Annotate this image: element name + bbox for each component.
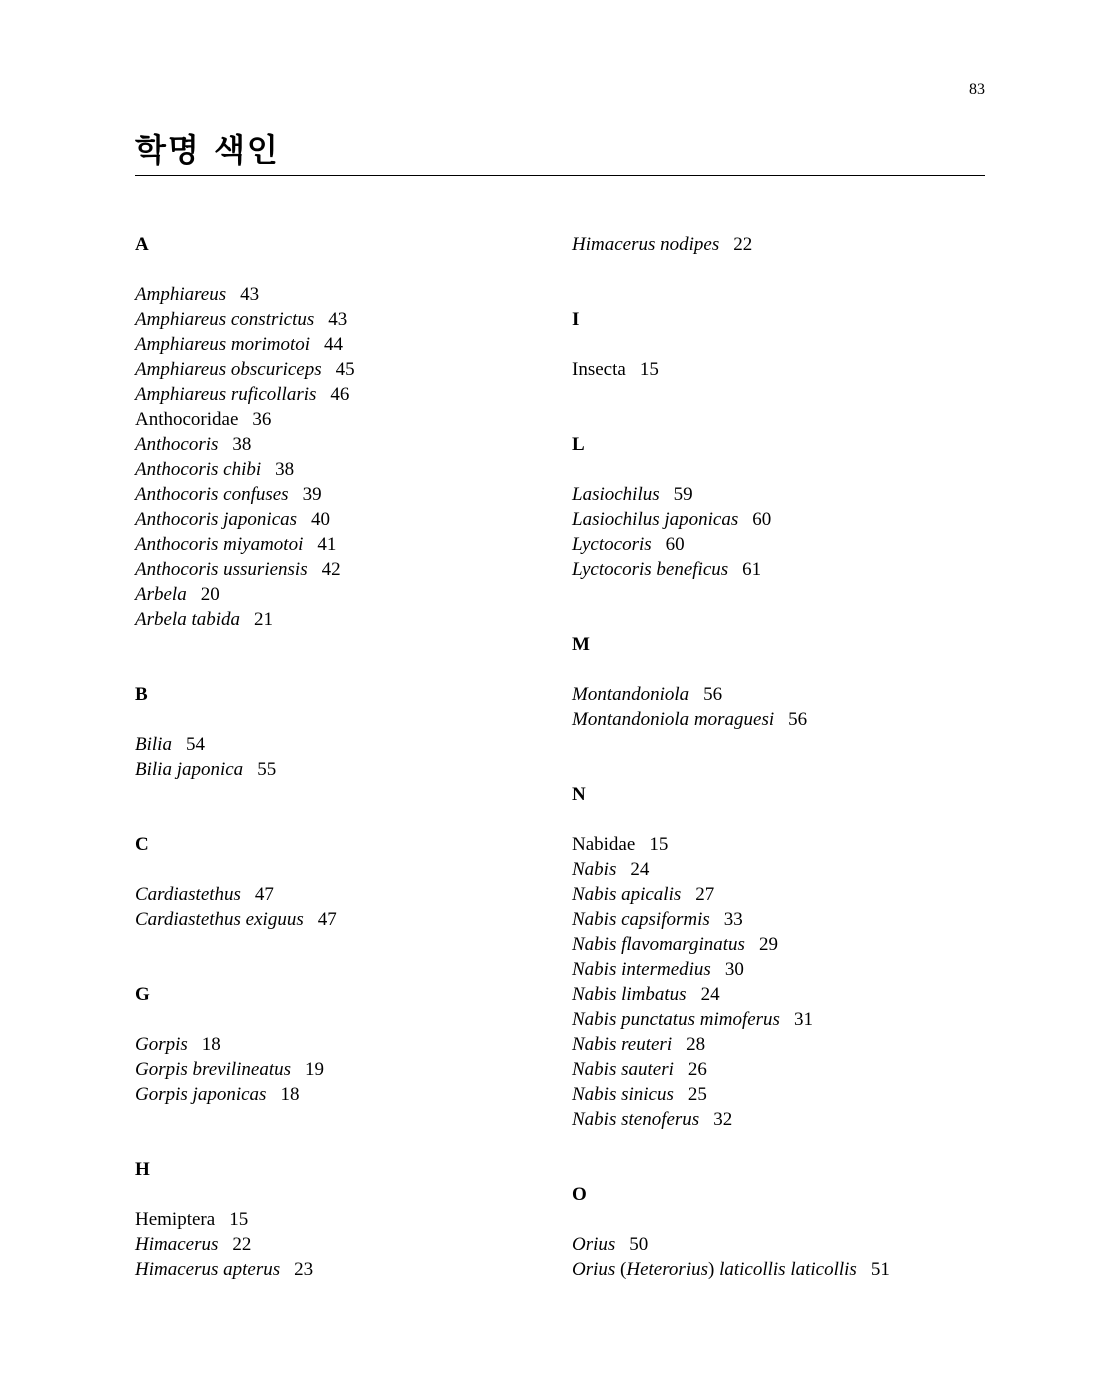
entry-term: Orius bbox=[572, 1234, 616, 1255]
entry-page-number: 42 bbox=[321, 559, 341, 580]
entry-term: Bilia japonica bbox=[135, 759, 244, 780]
section-gap bbox=[135, 782, 555, 832]
entry-term: Heterorius bbox=[626, 1259, 708, 1280]
entry-term: Montandoniola moraguesi bbox=[572, 709, 775, 730]
section-gap bbox=[135, 632, 555, 682]
index-entry bbox=[135, 1082, 555, 1107]
letter-heading: M bbox=[572, 634, 590, 655]
heading-gap bbox=[135, 857, 555, 882]
entry-term: Gorpis brevilineatus bbox=[135, 1059, 292, 1080]
entry-page-number: 28 bbox=[686, 1034, 706, 1055]
heading-gap bbox=[135, 1007, 555, 1032]
entry-term: Nabis stenoferus bbox=[572, 1109, 700, 1130]
index-entry bbox=[135, 907, 555, 932]
index-entry bbox=[572, 357, 992, 382]
entry-term: Himacerus apterus bbox=[135, 1259, 281, 1280]
entry-term: Anthocoris chibi bbox=[135, 459, 262, 480]
index-entry bbox=[135, 557, 555, 582]
entry-term: Lyctocoris bbox=[572, 534, 652, 555]
section-gap bbox=[135, 1107, 555, 1157]
entry-term: ) bbox=[708, 1259, 720, 1280]
index-entry bbox=[135, 482, 555, 507]
index-entry bbox=[572, 232, 992, 257]
index-entry bbox=[135, 457, 555, 482]
index-entry bbox=[135, 407, 555, 432]
index-entry bbox=[572, 857, 992, 882]
index-section-g bbox=[135, 982, 555, 1107]
index-section-m bbox=[572, 632, 992, 732]
index-section-continued bbox=[572, 232, 992, 257]
entry-page-number: 18 bbox=[280, 1084, 300, 1105]
entry-term: Nabis bbox=[572, 859, 617, 880]
index-entry bbox=[135, 732, 555, 757]
index-entry bbox=[572, 907, 992, 932]
index-column-right bbox=[572, 232, 992, 1282]
entry-page-number: 15 bbox=[639, 359, 659, 380]
letter-heading: I bbox=[572, 309, 580, 330]
entry-page-number: 43 bbox=[328, 309, 348, 330]
entry-term: Hemiptera bbox=[135, 1209, 216, 1230]
heading-gap bbox=[572, 657, 992, 682]
entry-page-number: 18 bbox=[201, 1034, 221, 1055]
entry-page-number: 43 bbox=[240, 284, 260, 305]
index-section-b bbox=[135, 682, 555, 782]
index-entry bbox=[572, 832, 992, 857]
entry-term: Himacerus bbox=[135, 1234, 219, 1255]
index-entry bbox=[135, 507, 555, 532]
letter-heading: C bbox=[135, 834, 149, 855]
index-entry bbox=[572, 1257, 992, 1282]
entry-term: Amphiareus ruficollaris bbox=[135, 384, 317, 405]
entry-term: Cardiastethus bbox=[135, 884, 241, 905]
index-entry bbox=[135, 532, 555, 557]
entry-page-number: 56 bbox=[788, 709, 808, 730]
index-section-o bbox=[572, 1182, 992, 1282]
entry-page-number: 46 bbox=[330, 384, 350, 405]
entry-term: Nabis sauteri bbox=[572, 1059, 674, 1080]
index-entry bbox=[135, 357, 555, 382]
entry-term: Anthocoris ussuriensis bbox=[135, 559, 308, 580]
title-rule bbox=[135, 175, 985, 176]
entry-page-number: 59 bbox=[673, 484, 693, 505]
entry-term: Arbela bbox=[135, 584, 187, 605]
index-entry bbox=[572, 682, 992, 707]
entry-page-number: 56 bbox=[703, 684, 723, 705]
heading-gap bbox=[135, 257, 555, 282]
entry-page-number: 39 bbox=[302, 484, 322, 505]
index-entry bbox=[572, 557, 992, 582]
entry-term: Nabis sinicus bbox=[572, 1084, 674, 1105]
page-number: 83 bbox=[969, 81, 985, 98]
section-gap bbox=[572, 382, 992, 432]
entry-term: Lyctocoris beneficus bbox=[572, 559, 729, 580]
letter-heading: O bbox=[572, 1184, 587, 1205]
index-entry bbox=[572, 957, 992, 982]
entry-page-number: 31 bbox=[793, 1009, 813, 1030]
entry-page-number: 24 bbox=[630, 859, 650, 880]
entry-term: Montandoniola bbox=[572, 684, 690, 705]
index-section-i bbox=[572, 307, 992, 382]
heading-gap bbox=[135, 1182, 555, 1207]
index-section-n bbox=[572, 782, 992, 1132]
index-section-h bbox=[135, 1157, 555, 1282]
entry-term: Nabis intermedius bbox=[572, 959, 711, 980]
letter-heading: H bbox=[135, 1159, 150, 1180]
entry-term: Anthocoridae bbox=[135, 409, 239, 430]
index-entry bbox=[135, 1257, 555, 1282]
index-entry bbox=[572, 1032, 992, 1057]
index-entry bbox=[135, 1207, 555, 1232]
letter-heading: G bbox=[135, 984, 150, 1005]
entry-page-number: 32 bbox=[713, 1109, 733, 1130]
entry-term: Orius bbox=[572, 1259, 616, 1280]
entry-page-number: 55 bbox=[257, 759, 277, 780]
index-entry bbox=[135, 282, 555, 307]
entry-page-number: 36 bbox=[252, 409, 272, 430]
entry-term: Cardiastethus exiguus bbox=[135, 909, 304, 930]
entry-page-number: 30 bbox=[724, 959, 744, 980]
section-gap bbox=[572, 582, 992, 632]
index-entry bbox=[572, 482, 992, 507]
entry-term: Nabis reuteri bbox=[572, 1034, 673, 1055]
entry-page-number: 29 bbox=[758, 934, 778, 955]
index-entry bbox=[135, 432, 555, 457]
index-entry bbox=[572, 882, 992, 907]
index-entry bbox=[572, 532, 992, 557]
entry-term: laticollis laticollis bbox=[719, 1259, 857, 1280]
entry-term: Lasiochilus japonicas bbox=[572, 509, 739, 530]
index-entry bbox=[572, 982, 992, 1007]
section-gap bbox=[135, 932, 555, 982]
section-gap bbox=[572, 1132, 992, 1182]
index-section-c bbox=[135, 832, 555, 932]
index-entry bbox=[135, 1232, 555, 1257]
entry-term: Nabidae bbox=[572, 834, 636, 855]
entry-term: Anthocoris japonicas bbox=[135, 509, 298, 530]
heading-gap bbox=[572, 332, 992, 357]
index-entry bbox=[135, 332, 555, 357]
entry-term: Insecta bbox=[572, 359, 626, 380]
index-entry bbox=[135, 882, 555, 907]
entry-page-number: 41 bbox=[317, 534, 337, 555]
entry-page-number: 44 bbox=[324, 334, 344, 355]
index-entry bbox=[572, 1057, 992, 1082]
entry-term: Arbela tabida bbox=[135, 609, 241, 630]
entry-term: ( bbox=[615, 1259, 627, 1280]
entry-page-number: 38 bbox=[232, 434, 252, 455]
entry-term: Amphiareus bbox=[135, 284, 227, 305]
index-entry bbox=[135, 382, 555, 407]
entry-page-number: 60 bbox=[665, 534, 685, 555]
entry-term: Amphiareus obscuriceps bbox=[135, 359, 322, 380]
index-section-l bbox=[572, 432, 992, 582]
index-entry bbox=[572, 1082, 992, 1107]
entry-page-number: 50 bbox=[629, 1234, 649, 1255]
index-entry bbox=[572, 507, 992, 532]
entry-term: Nabis limbatus bbox=[572, 984, 687, 1005]
index-entry bbox=[572, 1007, 992, 1032]
index-entry bbox=[135, 307, 555, 332]
entry-term: Bilia bbox=[135, 734, 172, 755]
heading-gap bbox=[572, 457, 992, 482]
letter-heading: N bbox=[572, 784, 586, 805]
entry-term: Lasiochilus bbox=[572, 484, 660, 505]
entry-page-number: 24 bbox=[700, 984, 720, 1005]
entry-page-number: 51 bbox=[870, 1259, 890, 1280]
index-entry bbox=[572, 1107, 992, 1132]
entry-term: Anthocoris bbox=[135, 434, 219, 455]
entry-term: Himacerus nodipes bbox=[572, 234, 720, 255]
entry-page-number: 38 bbox=[275, 459, 295, 480]
entry-page-number: 15 bbox=[229, 1209, 249, 1230]
entry-term: Gorpis japonicas bbox=[135, 1084, 267, 1105]
index-section-a bbox=[135, 232, 555, 632]
letter-heading: B bbox=[135, 684, 148, 705]
letter-heading: A bbox=[135, 234, 149, 255]
entry-page-number: 25 bbox=[687, 1084, 707, 1105]
index-entry bbox=[135, 1032, 555, 1057]
index-entry bbox=[572, 707, 992, 732]
index-column-left bbox=[135, 232, 555, 1282]
entry-page-number: 19 bbox=[305, 1059, 325, 1080]
entry-page-number: 26 bbox=[687, 1059, 707, 1080]
heading-gap bbox=[572, 1207, 992, 1232]
entry-page-number: 21 bbox=[254, 609, 274, 630]
heading-gap bbox=[135, 707, 555, 732]
index-entry bbox=[135, 607, 555, 632]
entry-page-number: 22 bbox=[733, 234, 753, 255]
index-entry bbox=[135, 757, 555, 782]
entry-term: Nabis apicalis bbox=[572, 884, 682, 905]
entry-page-number: 15 bbox=[649, 834, 669, 855]
index-entry bbox=[572, 932, 992, 957]
entry-term: Nabis flavomarginatus bbox=[572, 934, 745, 955]
entry-page-number: 20 bbox=[200, 584, 220, 605]
entry-term: Anthocoris miyamotoi bbox=[135, 534, 304, 555]
entry-term: Nabis punctatus mimoferus bbox=[572, 1009, 780, 1030]
entry-page-number: 47 bbox=[254, 884, 274, 905]
entry-term: Nabis capsiformis bbox=[572, 909, 710, 930]
entry-page-number: 23 bbox=[294, 1259, 314, 1280]
entry-term: Anthocoris confuses bbox=[135, 484, 289, 505]
letter-heading: L bbox=[572, 434, 585, 455]
section-gap bbox=[572, 732, 992, 782]
index-entry bbox=[135, 1057, 555, 1082]
index-entry bbox=[572, 1232, 992, 1257]
entry-term: Amphiareus constrictus bbox=[135, 309, 315, 330]
entry-page-number: 27 bbox=[695, 884, 715, 905]
index-entry bbox=[135, 582, 555, 607]
entry-page-number: 40 bbox=[311, 509, 331, 530]
entry-page-number: 45 bbox=[335, 359, 355, 380]
entry-page-number: 61 bbox=[742, 559, 762, 580]
entry-page-number: 22 bbox=[232, 1234, 252, 1255]
entry-page-number: 60 bbox=[752, 509, 772, 530]
section-gap bbox=[572, 257, 992, 307]
entry-page-number: 33 bbox=[723, 909, 743, 930]
entry-page-number: 47 bbox=[317, 909, 337, 930]
page-title: 학명 색인 bbox=[135, 131, 280, 169]
entry-page-number: 54 bbox=[185, 734, 205, 755]
entry-term: Gorpis bbox=[135, 1034, 188, 1055]
heading-gap bbox=[572, 807, 992, 832]
entry-term: Amphiareus morimotoi bbox=[135, 334, 311, 355]
